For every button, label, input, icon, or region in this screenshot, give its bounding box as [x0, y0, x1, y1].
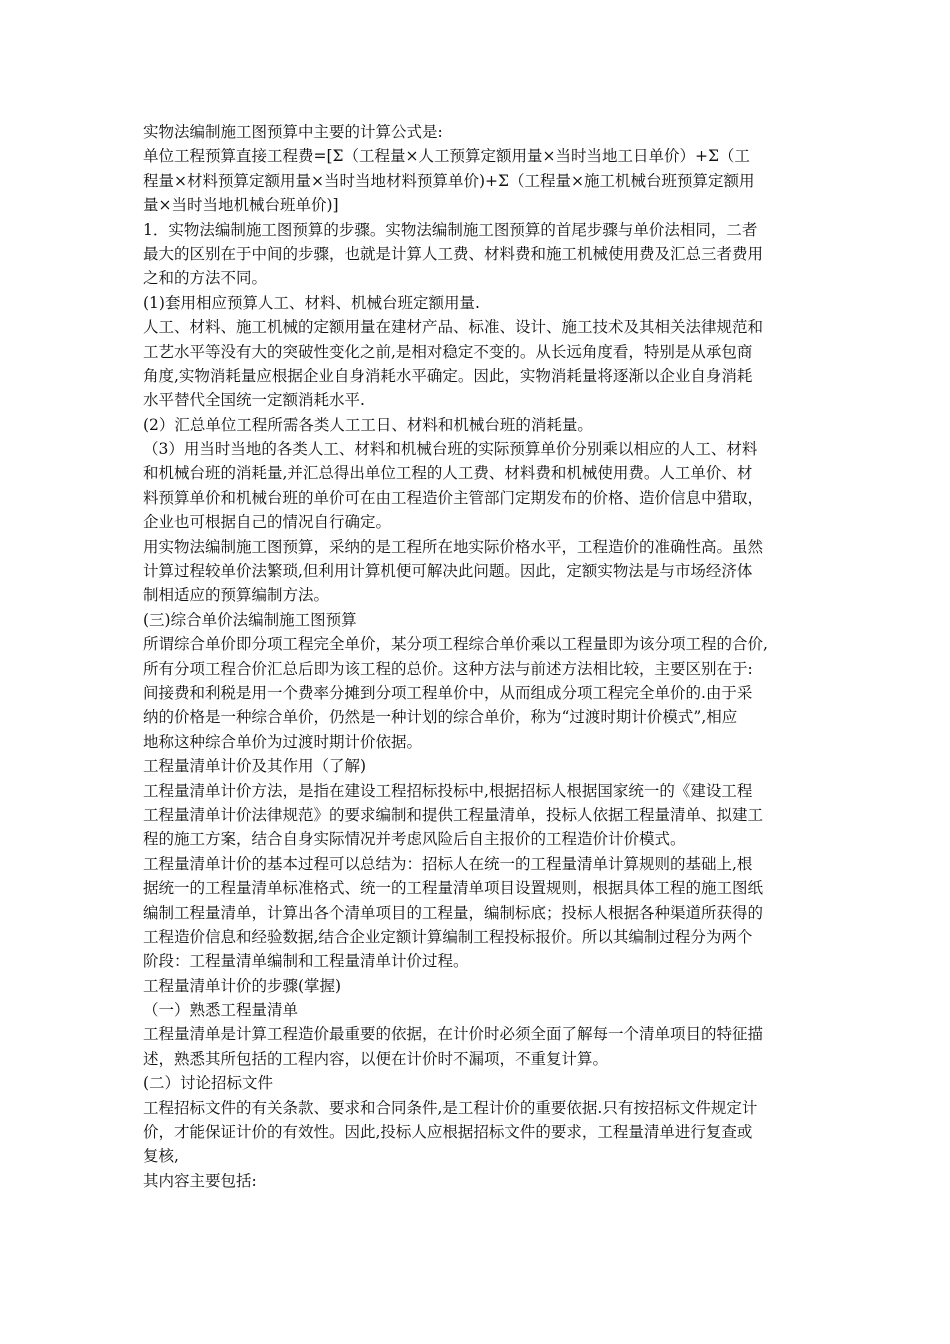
- text-line: 1．实物法编制施工图预算的步骤。实物法编制施工图预算的首尾步骤与单价法相同，二者: [143, 220, 758, 239]
- text-line: 复核,: [143, 1147, 179, 1166]
- text-line: 和机械台班的消耗量,并汇总得出单位工程的人工费、材料费和机械使用费。人工单价、材: [143, 464, 753, 483]
- document-body: [143, 120, 813, 1193]
- text-line: 企业也可根据自己的情况自行确定。: [143, 513, 392, 532]
- text-line: （3）用当时当地的各类人工、材料和机械台班的实际预算单价分别乘以相应的人工、材料: [143, 440, 758, 459]
- text-line: 程的施工方案，结合自身实际情况并考虑风险后自主报价的工程造价计价模式。: [143, 830, 686, 849]
- text-line: 工程造价信息和经验数据,结合企业定额计算编制工程投标报价。所以其编制过程分为两个: [143, 927, 753, 946]
- text-line: 用实物法编制施工图预算，采纳的是工程所在地实际价格水平，工程造价的准确性高。虽然: [143, 537, 764, 556]
- text-line: 纳的价格是一种综合单价，仍然是一种计划的综合单价，称为“过渡时期计价模式”,相应: [143, 708, 738, 727]
- text-line: （一）熟悉工程量清单: [143, 1001, 299, 1020]
- text-line: 述，熟悉其所包括的工程内容，以便在计价时不漏项，不重复计算。: [143, 1049, 609, 1068]
- text-line: 据统一的工程量清单标准格式、统一的工程量清单项目设置规则，根据具体工程的施工图纸: [143, 879, 764, 898]
- text-line: 所谓综合单价即分项工程完全单价，某分项工程综合单价乘以工程量即为该分项工程的合价,: [143, 635, 768, 654]
- text-line: (2）汇总单位工程所需各类人工工日、材料和机械台班的消耗量。: [143, 415, 593, 434]
- text-line: 阶段：工程量清单编制和工程量清单计价过程。: [143, 952, 469, 971]
- text-line: 所有分项工程合价汇总后即为该工程的总价。这种方法与前述方法相比较，主要区别在于:: [143, 659, 753, 678]
- text-line: 价，才能保证计价的有效性。因此,投标人应根据招标文件的要求，工程量清单进行复查或: [143, 1123, 753, 1142]
- text-line: 工程量清单计价及其作用（了解): [143, 757, 367, 776]
- text-line: 工程量清单计价法律规范》的要求编制和提供工程量清单，投标人依据工程量清单、拟建工: [143, 805, 764, 824]
- text-line: 程量×材料预算定额用量×当时当地材料预算单价)+Σ（工程量×施工机械台班预算定额用: [143, 171, 755, 190]
- text-line: 量×当时当地机械台班单价)]: [143, 196, 339, 215]
- text-line: 最大的区别在于中间的步骤，也就是计算人工费、材料费和施工机械使用费及汇总三者费用: [143, 244, 764, 263]
- text-line: 编制工程量清单，计算出各个清单项目的工程量，编制标底；投标人根据各种渠道所获得的: [143, 903, 764, 922]
- text-line: 工程招标文件的有关条款、要求和合同条件,是工程计价的重要依据.只有按招标文件规定计: [143, 1098, 758, 1117]
- text-line: 角度,实物消耗量应根据企业自身消耗水平确定。因此，实物消耗量将逐渐以企业自身消耗: [143, 366, 753, 385]
- text-line: 工程量清单计价方法，是指在建设工程招标投标中,根据招标人根据国家统一的《建设工程: [143, 781, 753, 800]
- text-line: 工程量清单是计算工程造价最重要的依据，在计价时必须全面了解每一个清单项目的特征描: [143, 1025, 764, 1044]
- text-line: 人工、材料、施工机械的定额用量在建材产品、标准、设计、施工技术及其相关法律规范和: [143, 318, 764, 337]
- text-line: (三)综合单价法编制施工图预算: [143, 610, 357, 629]
- text-line: 实物法编制施工图预算中主要的计算公式是:: [143, 123, 443, 141]
- text-line: 计算过程较单价法繁琐,但利用计算机便可解决此问题。因此，定额实物法是与市场经济体: [143, 562, 753, 581]
- text-line: (二）讨论招标文件: [143, 1074, 274, 1093]
- text-line: (1)套用相应预算人工、材料、机械台班定额用量.: [143, 293, 480, 312]
- text-line: 间接费和利税是用一个费率分摊到分项工程单价中，从而组成分项工程完全单价的.由于采: [143, 683, 753, 702]
- text-line: 其内容主要包括:: [143, 1171, 257, 1190]
- text-line: 料预算单价和机械台班的单价可在由工程造价主管部门定期发布的价格、造价信息中猎取，: [143, 488, 764, 507]
- text-line: 工程量清单计价的步骤(掌握): [143, 976, 342, 995]
- text-line: 工艺水平等没有大的突破性变化之前,是相对稳定不变的。从长远角度看，特别是从承包商: [143, 342, 753, 361]
- text-line: 工程量清单计价的基本过程可以总结为：招标人在统一的工程量清单计算规则的基础上,根: [143, 854, 753, 873]
- text-line: 单位工程预算直接工程费=[Σ（工程量×人工预算定额用量×当时当地工日单价）+Σ（工: [143, 147, 750, 166]
- text-line: 地称这种综合单价为过渡时期计价依据。: [143, 732, 423, 751]
- text-line: 制相适应的预算编制方法。: [143, 586, 330, 605]
- text-line: 之和的方法不同。: [143, 269, 268, 288]
- text-line: 水平替代全国统一定额消耗水平.: [143, 391, 365, 410]
